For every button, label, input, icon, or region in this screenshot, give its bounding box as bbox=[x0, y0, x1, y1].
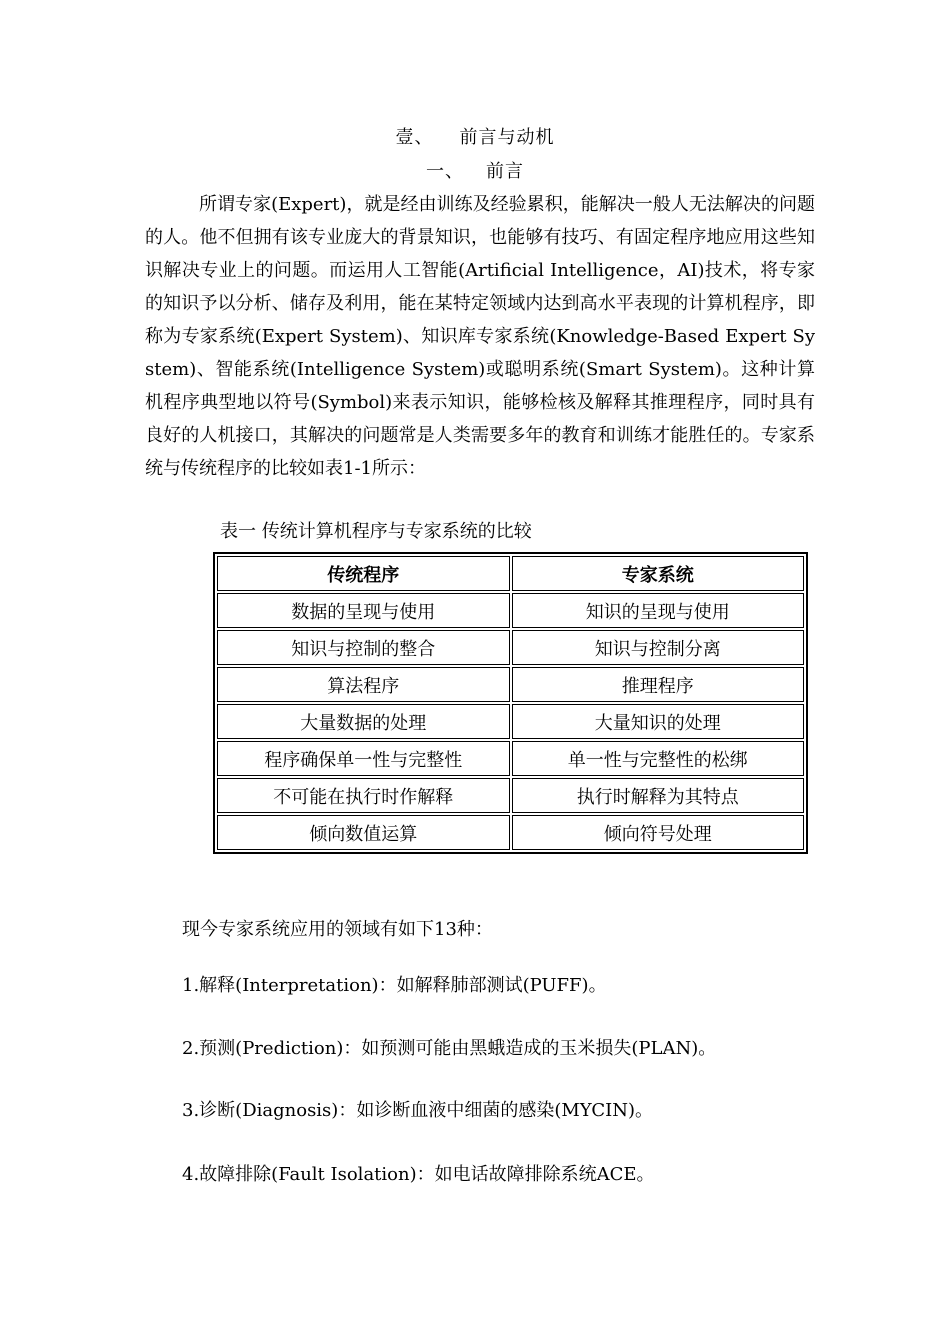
table-row bbox=[217, 778, 804, 813]
list-item: 2.预测(Prediction)：如预测可能由黑蛾造成的玉米损失(PLAN)。 bbox=[182, 1038, 717, 1059]
header-traditional-program: 传统程序 bbox=[217, 556, 510, 591]
table-cell: 不可能在执行时作解释 bbox=[217, 778, 510, 813]
table-cell: 程序确保单一性与完整性 bbox=[217, 741, 510, 776]
table-row bbox=[217, 704, 804, 739]
table-cell: 执行时解释为其特点 bbox=[512, 778, 805, 813]
list-item: 1.解释(Interpretation)：如解释肺部测试(PUFF)。 bbox=[182, 975, 607, 996]
table-header-row bbox=[217, 556, 804, 591]
table-row bbox=[217, 593, 804, 628]
chapter-title: 前言与动机 bbox=[459, 127, 555, 148]
table-cell: 大量数据的处理 bbox=[217, 704, 510, 739]
table-cell: 倾向符号处理 bbox=[512, 815, 805, 850]
section-title: 前言 bbox=[486, 161, 524, 182]
section-heading bbox=[0, 160, 950, 184]
chapter-heading bbox=[0, 126, 950, 150]
table-row bbox=[217, 815, 804, 850]
table-cell: 算法程序 bbox=[217, 667, 510, 702]
list-item: 4.故障排除(Fault Isolation)：如电话故障排除系统ACE。 bbox=[182, 1164, 655, 1185]
list-item: 3.诊断(Diagnosis)：如诊断血液中细菌的感染(MYCIN)。 bbox=[182, 1100, 653, 1121]
table-row bbox=[217, 630, 804, 665]
header-expert-system: 专家系统 bbox=[512, 556, 805, 591]
table-cell: 倾向数值运算 bbox=[217, 815, 510, 850]
domains-intro: 现今专家系统应用的领域有如下13种： bbox=[182, 919, 493, 940]
table-cell: 知识与控制的整合 bbox=[217, 630, 510, 665]
comparison-table bbox=[213, 552, 808, 854]
table-cell: 数据的呈现与使用 bbox=[217, 593, 510, 628]
table-cell: 大量知识的处理 bbox=[512, 704, 805, 739]
table-caption: 表一 传统计算机程序与专家系统的比较 bbox=[220, 521, 532, 542]
table-cell: 推理程序 bbox=[512, 667, 805, 702]
table-cell: 知识的呈现与使用 bbox=[512, 593, 805, 628]
table-row bbox=[217, 667, 804, 702]
section-number: 一、 bbox=[426, 161, 464, 182]
chapter-number: 壹、 bbox=[395, 127, 434, 148]
table-row bbox=[217, 741, 804, 776]
table-cell: 知识与控制分离 bbox=[512, 630, 805, 665]
table-cell: 单一性与完整性的松绑 bbox=[512, 741, 805, 776]
intro-paragraph: 所谓专家(Expert)，就是经由训练及经验累积，能解决一般人无法解决的问题的人。他不但拥有该专业庞大的背景知识，也能够有技巧、有固定程序地应用这些知识解决专业上的问题。而运用人工智能(Artificial Intelligence，AI)技术，将专家的知识予以分析、储存及利用，能在某特定领域内达到高水平表现的计算机程序，即称为专家系统(Expert System)、知识库专家系统(Knowledge-Based Expert System)、智能系统(Intelligence System)或聪明系统(Smart System)。这种计算机程序典型地以符号(Symbol)来表示知识，能够检核及解释其推理程序，同时具有良好的人机接口，其解决的问题常是人类需要多年的教育和训练才能胜任的。专家系统与传统程序的比较如表1-1所示： bbox=[145, 194, 815, 479]
